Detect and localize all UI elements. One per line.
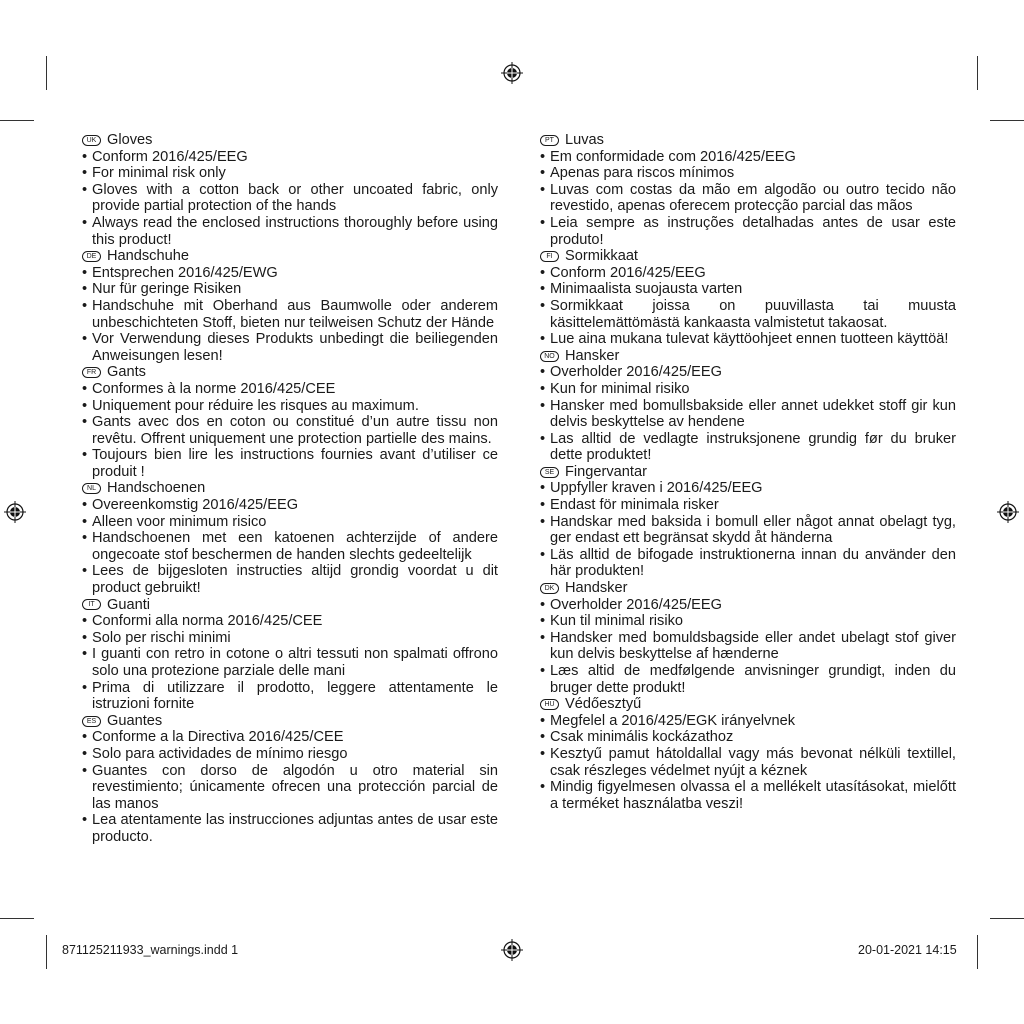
language-code-badge: FR: [82, 367, 101, 378]
section-title-text: Védőesztyű: [565, 696, 642, 713]
list-item: • Las alltid de vedlagte instruksjonene grundig før du bruker dette produktet!: [540, 431, 956, 464]
section-title: [540, 464, 956, 481]
language-code-badge: FI: [540, 251, 559, 262]
language-section: [82, 132, 498, 248]
section-title: [540, 248, 956, 265]
section-title-text: Handschuhe: [107, 248, 189, 265]
list-item: • Uppfyller kraven i 2016/425/EEG: [540, 480, 956, 497]
list-item: • Apenas para riscos mínimos: [540, 165, 956, 182]
language-section: [82, 597, 498, 713]
language-section: [82, 713, 498, 846]
bullet-list: [540, 265, 956, 348]
list-item: • Overeenkomstig 2016/425/EEG: [82, 497, 498, 514]
language-code-badge: PT: [540, 135, 559, 146]
language-section: [540, 348, 956, 464]
list-item: • Luvas com costas da mão em algodão ou outro tecido não revestido, apenas oferecem protecção parcial das mãos: [540, 182, 956, 215]
language-section: [540, 696, 956, 812]
crop-mark: [990, 120, 1024, 121]
list-item: • Handschoenen met een katoenen achterzijde of andere ongecoate stof beschermen de handen slechts gedeeltelijk: [82, 530, 498, 563]
list-item: • Mindig figyelmesen olvassa el a mellékelt utasításokat, mielőtt a terméket használatba veszi!: [540, 779, 956, 812]
list-item: • Gants avec dos en coton ou constitué d’un autre tissu non revêtu. Offrent uniquement une protection partielle des mains.: [82, 414, 498, 447]
list-item: • Always read the enclosed instructions thoroughly before using this product!: [82, 215, 498, 248]
list-item: • Gloves with a cotton back or other uncoated fabric, only provide partial protection of the hands: [82, 182, 498, 215]
section-title-text: Gloves: [107, 132, 153, 148]
bullet-list: [540, 364, 956, 464]
registration-mark-icon: [997, 501, 1019, 523]
section-title: [540, 132, 956, 149]
registration-mark-icon: [501, 939, 523, 961]
list-item: • Prima di utilizzare il prodotto, leggere attentamente le istruzioni fornite: [82, 680, 498, 713]
section-title-text: Guantes: [107, 712, 163, 729]
bullet-list: [82, 381, 498, 481]
left-column: [82, 132, 498, 846]
list-item: • Handsker med bomuldsbagside eller andet ubelagt stof giver kun delvis beskyttelse af hænderne: [540, 630, 956, 663]
list-item: • Nur für geringe Risiken: [82, 281, 498, 298]
list-item: • Sormikkaat joissa on puuvillasta tai muusta käsittelemättömästä kankaasta valmistetut takaosat.: [540, 298, 956, 331]
section-title: [82, 132, 498, 149]
section-title: [82, 713, 498, 730]
language-code-badge: IT: [82, 599, 101, 610]
language-section: [540, 132, 956, 248]
bullet-list: [540, 480, 956, 580]
section-title-text: Gants: [107, 364, 146, 381]
section-title-text: Handschoenen: [107, 480, 206, 497]
right-column: [540, 132, 956, 812]
language-code-badge: DK: [540, 583, 559, 594]
language-code-badge: SE: [540, 467, 559, 478]
list-item: • Csak minimális kockázathoz: [540, 729, 956, 746]
bullet-list: [540, 713, 956, 813]
crop-mark: [0, 918, 34, 919]
list-item: • Læs altid de medfølgende anvisninger grundigt, inden du bruger dette produkt!: [540, 663, 956, 696]
section-title: [82, 248, 498, 265]
list-item: • Solo per rischi minimi: [82, 630, 498, 647]
section-title: [82, 480, 498, 497]
list-item: • Alleen voor minimum risico: [82, 514, 498, 531]
language-code-badge: UK: [82, 135, 101, 146]
list-item: • Uniquement pour réduire les risques au maximum.: [82, 398, 498, 415]
section-title: [82, 364, 498, 381]
list-item: • Lea atentamente las instrucciones adjuntas antes de usar este producto.: [82, 812, 498, 845]
list-item: • Vor Verwendung dieses Produkts unbedingt die beiliegenden Anweisungen lesen!: [82, 331, 498, 364]
bullet-list: [82, 613, 498, 713]
list-item: • I guanti con retro in cotone o altri tessuti non spalmati offrono solo una protezione parziale delle mani: [82, 646, 498, 679]
list-item: • Conformes à la norme 2016/425/CEE: [82, 381, 498, 398]
list-item: • Megfelel a 2016/425/EGK irányelvnek: [540, 713, 956, 730]
crop-mark: [0, 120, 34, 121]
list-item: • Leia sempre as instruções detalhadas antes de usar este produto!: [540, 215, 956, 248]
bullet-list: [540, 597, 956, 697]
list-item: • Handschuhe mit Oberhand aus Baumwolle oder anderem unbeschichteten Stoff, bieten nur teilweisen Schutz der Hände: [82, 298, 498, 331]
list-item: • Conformi alla norma 2016/425/CEE: [82, 613, 498, 630]
crop-mark: [46, 56, 47, 90]
bullet-list: [82, 729, 498, 845]
list-item: • Guantes con dorso de algodón u otro material sin revestimiento; únicamente ofrecen una protección parcial de las manos: [82, 763, 498, 813]
registration-mark-icon: [501, 62, 523, 84]
footer-filename: 871125211933_warnings.indd 1: [62, 943, 239, 957]
language-code-badge: NL: [82, 483, 101, 494]
language-code-badge: ES: [82, 716, 101, 727]
section-title-text: Guanti: [107, 596, 150, 613]
section-title-text: Fingervantar: [565, 463, 647, 480]
footer-timestamp: 20-01-2021 14:15: [858, 943, 957, 957]
language-code-badge: NO: [540, 351, 559, 362]
bullet-list: [82, 265, 498, 365]
language-code-badge: DE: [82, 251, 101, 262]
crop-mark: [990, 918, 1024, 919]
language-section: [540, 464, 956, 580]
list-item: • Em conformidade com 2016/425/EEG: [540, 149, 956, 166]
language-section: [82, 480, 498, 596]
language-section: [540, 248, 956, 348]
list-item: • Overholder 2016/425/EEG: [540, 364, 956, 381]
crop-mark: [977, 935, 978, 969]
section-title-text: Luvas: [565, 132, 604, 148]
list-item: • Minimaalista suojausta varten: [540, 281, 956, 298]
section-title-text: Hansker: [565, 347, 620, 364]
list-item: • Kesztyű pamut hátoldallal vagy más bevonat nélküli textillel, csak részleges védelmet nyújt a kéznek: [540, 746, 956, 779]
registration-mark-icon: [4, 501, 26, 523]
list-item: • Hansker med bomullsbakside eller annet udekket stoff gir kun delvis beskyttelse av hendene: [540, 398, 956, 431]
list-item: • For minimal risk only: [82, 165, 498, 182]
list-item: • Toujours bien lire les instructions fournies avant d’utiliser ce produit !: [82, 447, 498, 480]
section-title: [540, 580, 956, 597]
section-title-text: Sormikkaat: [565, 248, 638, 265]
list-item: • Lue aina mukana tulevat käyttöohjeet ennen tuotteen käyttöä!: [540, 331, 956, 348]
list-item: • Solo para actividades de mínimo riesgo: [82, 746, 498, 763]
language-section: [540, 580, 956, 696]
list-item: • Lees de bijgesloten instructies altijd grondig voordat u dit product gebruikt!: [82, 563, 498, 596]
crop-mark: [977, 56, 978, 90]
list-item: • Conform 2016/425/EEG: [82, 149, 498, 166]
bullet-list: [82, 497, 498, 597]
list-item: • Conforme a la Directiva 2016/425/CEE: [82, 729, 498, 746]
list-item: • Conform 2016/425/EEG: [540, 265, 956, 282]
crop-mark: [46, 935, 47, 969]
list-item: • Overholder 2016/425/EEG: [540, 597, 956, 614]
list-item: • Läs alltid de bifogade instruktionerna innan du använder den här produkten!: [540, 547, 956, 580]
section-title-text: Handsker: [565, 580, 628, 597]
language-section: [82, 364, 498, 480]
language-code-badge: HU: [540, 699, 559, 710]
list-item: • Kun for minimal risiko: [540, 381, 956, 398]
list-item: • Entsprechen 2016/425/EWG: [82, 265, 498, 282]
bullet-list: [82, 149, 498, 249]
section-title: [540, 348, 956, 365]
list-item: • Endast för minimala risker: [540, 497, 956, 514]
list-item: • Handskar med baksida i bomull eller något annat obelagt tyg, ger endast ett begränsat skydd åt händerna: [540, 514, 956, 547]
section-title: [540, 696, 956, 713]
language-section: [82, 248, 498, 364]
bullet-list: [540, 149, 956, 249]
list-item: • Kun til minimal risiko: [540, 613, 956, 630]
section-title: [82, 597, 498, 614]
